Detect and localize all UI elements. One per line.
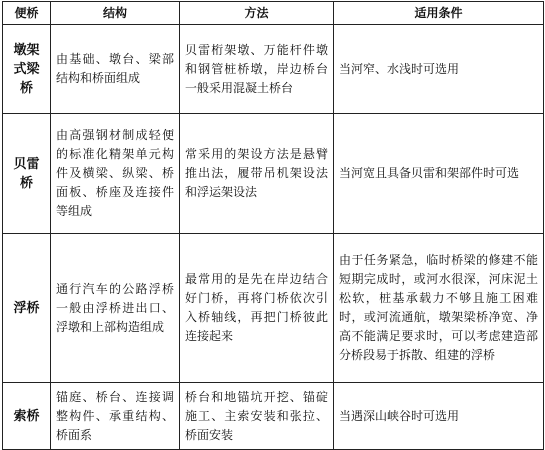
bridge-type: 贝雷桥 (3, 114, 51, 234)
condition-cell: 当河宽且具备贝雷和架部件时可选 (334, 114, 544, 234)
structure-cell: 由基础、墩台、梁部结构和桥面组成 (51, 25, 180, 114)
header-condition: 适用条件 (334, 2, 544, 25)
method-cell: 最常用的是先在岸边结合好门桥，再将门桥依次引入桥轴线，再把门桥彼此连接起来 (180, 234, 334, 383)
condition-cell: 当遇深山峡谷时可选用 (334, 383, 544, 450)
table-row (3, 114, 544, 234)
method-cell: 常采用的架设方法是悬臂推出法，履带吊机架设法和浮运架设法 (180, 114, 334, 234)
condition-cell: 由于任务紧急，临时桥梁的修建不能短期完成时，或河水很深，河床泥土松软，桩基承载力不够且施工困难时，或河流通航，墩架梁桥净宽、净高不能满足要求时，可以考虑建造部分桥段易于拆散、组建的浮桥 (334, 234, 544, 383)
header-structure: 结构 (51, 2, 180, 25)
table-row (3, 25, 544, 114)
table-row (3, 383, 544, 450)
table-row (3, 234, 544, 383)
header-method: 方法 (180, 2, 334, 25)
bridge-type: 墩架式梁桥 (3, 25, 51, 114)
structure-cell: 通行汽车的公路浮桥一般由浮桥进出口、浮墩和上部构造组成 (51, 234, 180, 383)
method-cell: 贝雷桁架墩、万能杆件墩和钢管桩桥墩，岸边桥台一般采用混凝土桥台 (180, 25, 334, 114)
bridge-comparison-table (2, 1, 544, 450)
bridge-type: 索桥 (3, 383, 51, 450)
structure-cell: 锚庭、桥台、连接调整构件、承重结构、桥面系 (51, 383, 180, 450)
header-bridge: 便桥 (3, 2, 51, 25)
bridge-type: 浮桥 (3, 234, 51, 383)
structure-cell: 由高强钢材制成轻便的标准化精架单元构件及横梁、纵梁、桥面板、桥座及连接件等组成 (51, 114, 180, 234)
method-cell: 桥台和地锚坑开挖、锚碇施工、主索安装和张拉、桥面安装 (180, 383, 334, 450)
table-header-row (3, 2, 544, 25)
condition-cell: 当河窄、水浅时可选用 (334, 25, 544, 114)
